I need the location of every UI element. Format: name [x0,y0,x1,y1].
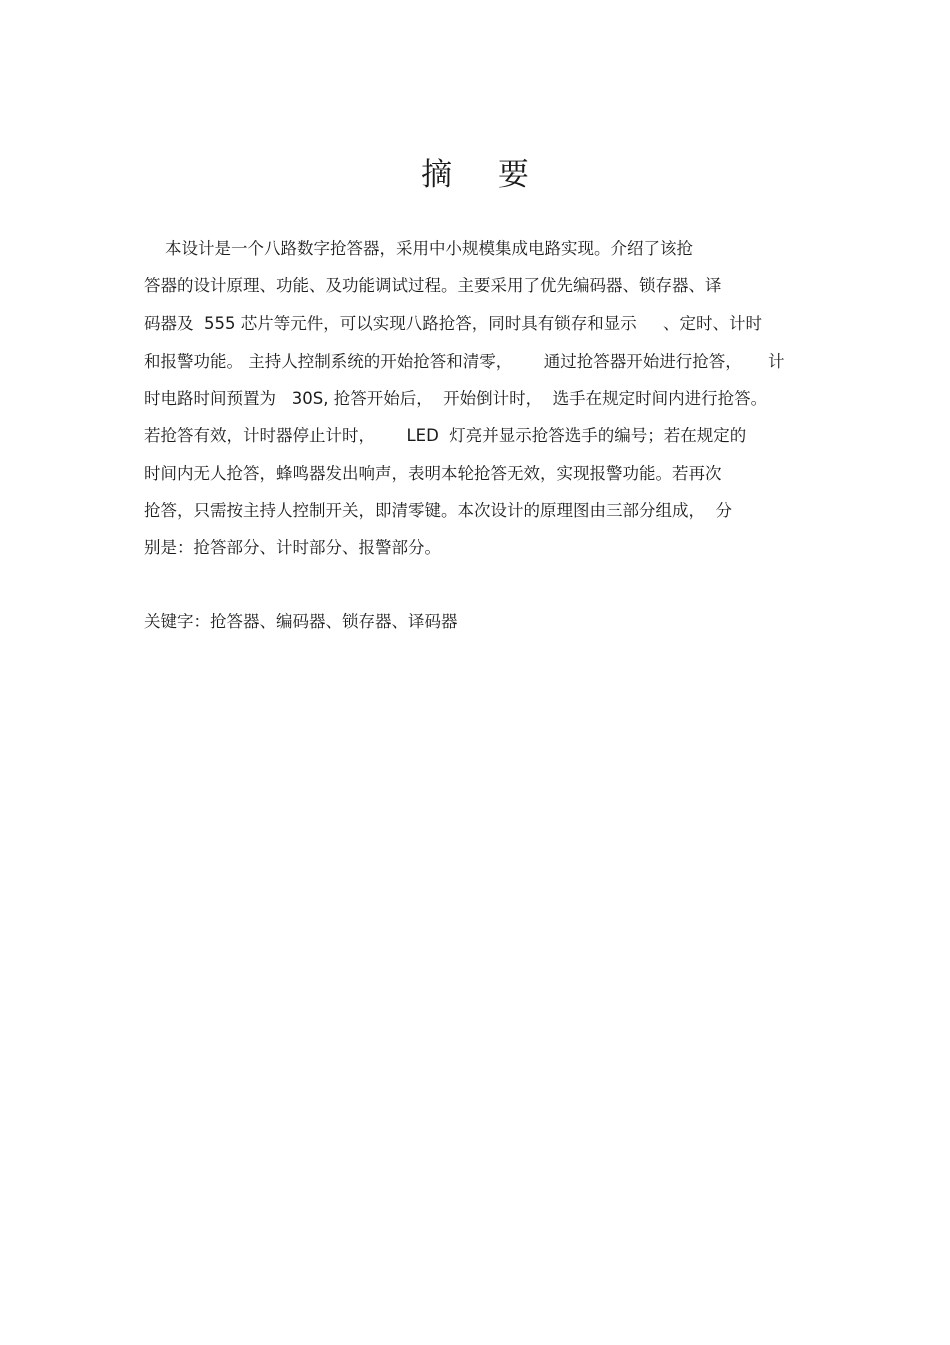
abstract-line: 答器的设计原理、功能、及功能调试过程。主要采用了优先编码器、锁存器、译 [144,276,722,295]
keywords-line: 关键字：抢答器、编码器、锁存器、译码器 [144,612,458,631]
abstract-line: 时间内无人抢答，蜂鸣器发出响声，表明本轮抢答无效，实现报警功能。若再次 [144,464,722,483]
abstract-line: 码器及 555 芯片等元件，可以实现八路抢答，同时具有锁存和显示 、定时、计时 [144,314,762,333]
abstract-line: 抢答，只需按主持人控制开关，即清零键。本次设计的原理图由三部分组成， 分 [144,501,732,520]
abstract-line: 和报警功能。 主持人控制系统的开始抢答和清零， 通过抢答器开始进行抢答， 计 [144,352,785,371]
abstract-line: 时电路时间预置为 30S, 抢答开始后， 开始倒计时， 选手在规定时间内进行抢答。 [144,389,768,408]
abstract-line: 若抢答有效，计时器停止计时， LED 灯亮并显示抢答选手的编号；若在规定的 [144,426,747,445]
abstract-line: 本设计是一个八路数字抢答器，采用中小规模集成电路实现。介绍了该抢 [144,239,693,258]
abstract-line: 别是：抢答部分、计时部分、报警部分。 [144,538,441,557]
page-title: 摘 要 [421,157,547,193]
